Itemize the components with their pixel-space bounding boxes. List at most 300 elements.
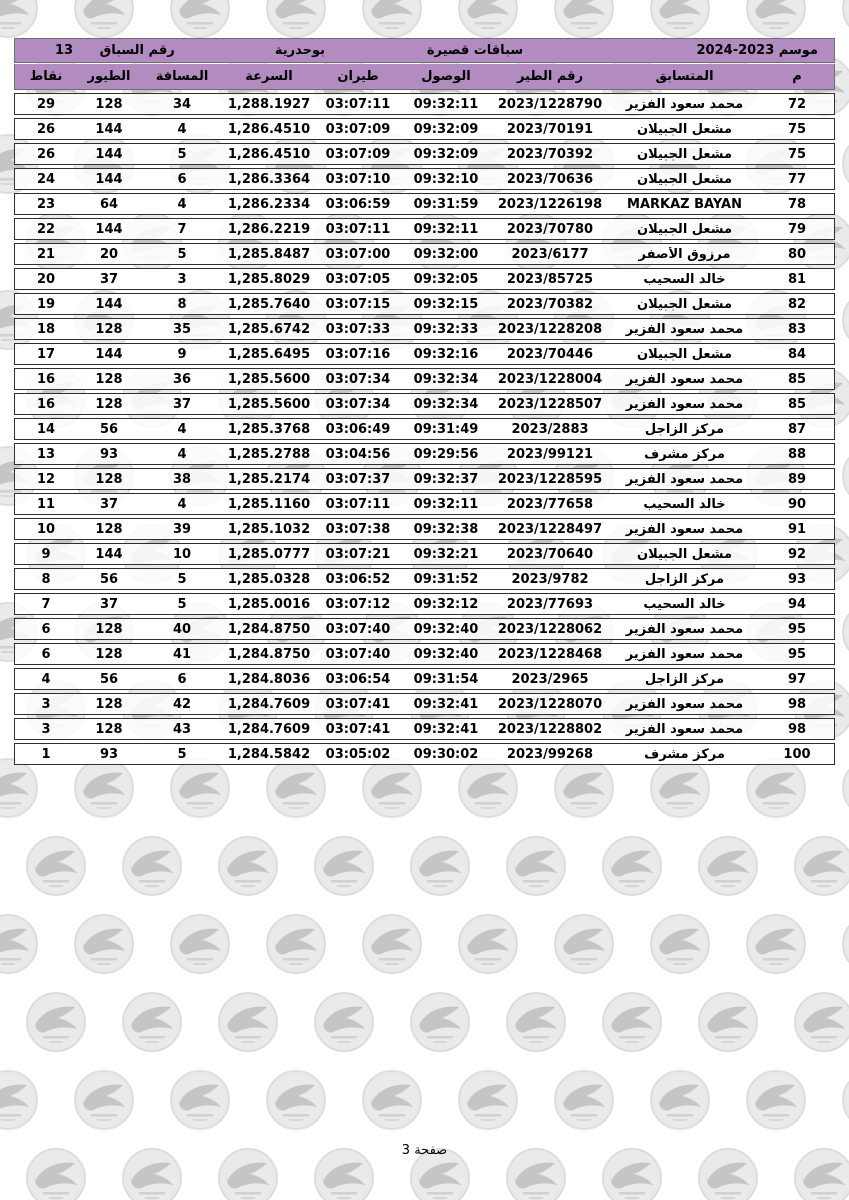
cell-name: مرزوق الأصفر — [638, 246, 731, 262]
cell-points: 26 — [36, 121, 56, 137]
club-logo-watermark-icon — [554, 1070, 614, 1130]
cell-points: 9 — [41, 546, 51, 562]
cell-speed: 1,285.8029 — [227, 271, 311, 287]
club-logo-watermark-icon — [74, 758, 134, 818]
cell-points: 17 — [36, 346, 56, 362]
cell-birds: 128 — [95, 621, 123, 637]
cell-birds: 144 — [95, 146, 123, 162]
table-row — [14, 743, 835, 765]
cell-name: محمد سعود الفزير — [625, 471, 744, 487]
cell-name: محمد سعود الفزير — [625, 621, 744, 637]
cell-distance: 5 — [177, 746, 187, 762]
cell-rank: 89 — [787, 471, 807, 487]
table-row — [14, 268, 835, 290]
cell-birds: 144 — [95, 296, 123, 312]
cell-name: محمد سعود الفزير — [625, 521, 744, 537]
club-logo-watermark-icon — [170, 758, 230, 818]
col-header-speed: السرعة — [245, 69, 293, 84]
cell-flight: 03:04:56 — [325, 446, 391, 462]
cell-birds: 128 — [95, 521, 123, 537]
col-header-arrival: الوصول — [421, 69, 471, 84]
cell-points: 23 — [36, 196, 56, 212]
cell-name: مشعل الجبيلان — [636, 221, 733, 237]
cell-rank: 94 — [787, 596, 807, 612]
cell-arrival: 09:32:05 — [413, 271, 479, 287]
cell-arrival: 09:32:37 — [413, 471, 479, 487]
cell-birds: 128 — [95, 96, 123, 112]
cell-speed: 1,285.2788 — [227, 446, 311, 462]
cell-name: مركز الزاجل — [644, 671, 725, 687]
col-header-flight: طيران — [337, 69, 379, 84]
cell-bird-no: 2023/1228004 — [497, 371, 603, 387]
cell-speed: 1,284.7609 — [227, 721, 311, 737]
race-type: سباقات قصيرة — [426, 43, 524, 58]
cell-points: 1 — [41, 746, 51, 762]
table-row — [14, 543, 835, 565]
cell-birds: 20 — [99, 246, 119, 262]
cell-flight: 03:07:33 — [325, 321, 391, 337]
cell-rank: 100 — [783, 746, 811, 762]
cell-name: محمد سعود الفزير — [625, 96, 744, 112]
club-logo-watermark-icon — [314, 836, 374, 896]
cell-points: 12 — [36, 471, 56, 487]
cell-arrival: 09:30:02 — [413, 746, 479, 762]
cell-flight: 03:06:54 — [325, 671, 391, 687]
cell-speed: 1,285.8487 — [227, 246, 311, 262]
cell-birds: 37 — [99, 496, 119, 512]
cell-name: مشعل الجبيلان — [636, 546, 733, 562]
cell-name: محمد سعود الفزير — [625, 696, 744, 712]
cell-bird-no: 2023/1228790 — [497, 96, 603, 112]
cell-rank: 88 — [787, 446, 807, 462]
cell-flight: 03:07:37 — [325, 471, 391, 487]
cell-speed: 1,285.1032 — [227, 521, 311, 537]
cell-speed: 1,285.2174 — [227, 471, 311, 487]
cell-bird-no: 2023/70446 — [506, 346, 594, 362]
cell-points: 16 — [36, 371, 56, 387]
cell-arrival: 09:32:16 — [413, 346, 479, 362]
race-number-label: رقم السباق — [99, 43, 175, 58]
cell-rank: 90 — [787, 496, 807, 512]
cell-birds: 56 — [99, 421, 119, 437]
club-logo-watermark-icon — [650, 1070, 710, 1130]
club-logo-watermark-icon — [650, 758, 710, 818]
cell-arrival: 09:32:11 — [413, 96, 479, 112]
col-header-points: نقاط — [29, 69, 63, 84]
table-row — [14, 643, 835, 665]
club-logo-watermark-icon — [314, 992, 374, 1052]
table-row — [14, 118, 835, 140]
club-logo-watermark-icon — [842, 602, 849, 662]
cell-birds: 128 — [95, 321, 123, 337]
cell-distance: 5 — [177, 246, 187, 262]
cell-rank: 79 — [787, 221, 807, 237]
cell-points: 10 — [36, 521, 56, 537]
club-logo-watermark-icon — [74, 914, 134, 974]
cell-distance: 43 — [172, 721, 192, 737]
cell-points: 22 — [36, 221, 56, 237]
table-row — [14, 393, 835, 415]
club-logo-watermark-icon — [842, 290, 849, 350]
cell-arrival: 09:32:11 — [413, 221, 479, 237]
cell-flight: 03:07:41 — [325, 721, 391, 737]
cell-speed: 1,285.6495 — [227, 346, 311, 362]
club-logo-watermark-icon — [362, 758, 422, 818]
cell-speed: 1,285.0016 — [227, 596, 311, 612]
cell-speed: 1,285.6742 — [227, 321, 311, 337]
club-logo-watermark-icon — [698, 992, 758, 1052]
cell-name: مشعل الجبيلان — [636, 146, 733, 162]
table-row — [14, 368, 835, 390]
cell-points: 7 — [41, 596, 51, 612]
club-logo-watermark-icon — [74, 1070, 134, 1130]
cell-bird-no: 2023/70392 — [506, 146, 594, 162]
cell-distance: 8 — [177, 296, 187, 312]
cell-distance: 40 — [172, 621, 192, 637]
cell-rank: 93 — [787, 571, 807, 587]
table-row — [14, 418, 835, 440]
cell-rank: 77 — [787, 171, 807, 187]
cell-flight: 03:07:21 — [325, 546, 391, 562]
cell-distance: 5 — [177, 146, 187, 162]
cell-points: 13 — [36, 446, 56, 462]
table-row — [14, 493, 835, 515]
cell-points: 29 — [36, 96, 56, 112]
club-logo-watermark-icon — [122, 836, 182, 896]
club-logo-watermark-icon — [26, 836, 86, 896]
cell-arrival: 09:32:09 — [413, 121, 479, 137]
cell-bird-no: 2023/1226198 — [497, 196, 603, 212]
club-logo-watermark-icon — [746, 758, 806, 818]
cell-name: مركز مشرف — [644, 446, 725, 462]
cell-bird-no: 2023/1228507 — [497, 396, 603, 412]
cell-flight: 03:07:12 — [325, 596, 391, 612]
club-logo-watermark-icon — [362, 1070, 422, 1130]
cell-birds: 64 — [99, 196, 119, 212]
cell-rank: 85 — [787, 396, 807, 412]
cell-points: 20 — [36, 271, 56, 287]
table-row — [14, 193, 835, 215]
cell-distance: 4 — [177, 496, 187, 512]
cell-arrival: 09:31:59 — [413, 196, 479, 212]
cell-bird-no: 2023/70382 — [506, 296, 594, 312]
cell-distance: 4 — [177, 121, 187, 137]
cell-arrival: 09:31:52 — [413, 571, 479, 587]
cell-flight: 03:07:34 — [325, 396, 391, 412]
cell-speed: 1,288.1927 — [227, 96, 311, 112]
club-logo-watermark-icon — [554, 914, 614, 974]
cell-speed: 1,285.1160 — [227, 496, 311, 512]
table-row — [14, 143, 835, 165]
cell-flight: 03:05:02 — [325, 746, 391, 762]
club-logo-watermark-icon — [746, 914, 806, 974]
club-logo-watermark-icon — [410, 992, 470, 1052]
cell-birds: 128 — [95, 696, 123, 712]
cell-bird-no: 2023/70640 — [506, 546, 594, 562]
cell-flight: 03:07:05 — [325, 271, 391, 287]
club-logo-watermark-icon — [266, 758, 326, 818]
cell-birds: 37 — [99, 596, 119, 612]
cell-distance: 41 — [172, 646, 192, 662]
table-row — [14, 343, 835, 365]
club-logo-watermark-icon — [602, 836, 662, 896]
col-header-rank: م — [792, 69, 802, 84]
cell-bird-no: 2023/70191 — [506, 121, 594, 137]
cell-distance: 35 — [172, 321, 192, 337]
cell-speed: 1,286.4510 — [227, 121, 311, 137]
cell-flight: 03:07:11 — [325, 96, 391, 112]
cell-speed: 1,284.8750 — [227, 621, 311, 637]
cell-rank: 82 — [787, 296, 807, 312]
club-logo-watermark-icon — [170, 1070, 230, 1130]
cell-speed: 1,284.8036 — [227, 671, 311, 687]
cell-rank: 80 — [787, 246, 807, 262]
cell-distance: 38 — [172, 471, 192, 487]
table-row — [14, 693, 835, 715]
cell-rank: 84 — [787, 346, 807, 362]
table-row — [14, 668, 835, 690]
cell-name: محمد سعود الفزير — [625, 721, 744, 737]
cell-birds: 93 — [99, 746, 119, 762]
cell-name: محمد سعود الفزير — [625, 371, 744, 387]
cell-name: خالد السحيب — [643, 496, 726, 512]
table-row — [14, 168, 835, 190]
table-row — [14, 718, 835, 740]
cell-points: 8 — [41, 571, 51, 587]
cell-arrival: 09:32:40 — [413, 646, 479, 662]
cell-flight: 03:07:10 — [325, 171, 391, 187]
cell-flight: 03:07:11 — [325, 221, 391, 237]
cell-bird-no: 2023/6177 — [511, 246, 589, 262]
club-logo-watermark-icon — [650, 914, 710, 974]
cell-name: مشعل الجبيلان — [636, 121, 733, 137]
club-logo-watermark-icon — [746, 0, 806, 38]
club-logo-watermark-icon — [554, 758, 614, 818]
cell-rank: 75 — [787, 121, 807, 137]
club-logo-watermark-icon — [0, 0, 38, 38]
cell-speed: 1,286.4510 — [227, 146, 311, 162]
table-row — [14, 468, 835, 490]
cell-flight: 03:07:40 — [325, 621, 391, 637]
cell-points: 3 — [41, 721, 51, 737]
table-row — [14, 218, 835, 240]
club-logo-watermark-icon — [218, 836, 278, 896]
race-location: بوحدرية — [274, 43, 326, 58]
club-logo-watermark-icon — [602, 992, 662, 1052]
cell-birds: 37 — [99, 271, 119, 287]
table-header-row — [14, 64, 835, 90]
cell-points: 16 — [36, 396, 56, 412]
cell-bird-no: 2023/70636 — [506, 171, 594, 187]
cell-name: محمد سعود الفزير — [625, 321, 744, 337]
cell-distance: 36 — [172, 371, 192, 387]
table-row — [14, 243, 835, 265]
cell-flight: 03:07:15 — [325, 296, 391, 312]
cell-arrival: 09:32:33 — [413, 321, 479, 337]
cell-rank: 97 — [787, 671, 807, 687]
cell-bird-no: 2023/77658 — [506, 496, 594, 512]
cell-speed: 1,285.0777 — [227, 546, 311, 562]
cell-birds: 128 — [95, 371, 123, 387]
cell-arrival: 09:32:38 — [413, 521, 479, 537]
cell-distance: 10 — [172, 546, 192, 562]
cell-points: 6 — [41, 621, 51, 637]
cell-arrival: 09:32:34 — [413, 371, 479, 387]
cell-arrival: 09:32:00 — [413, 246, 479, 262]
cell-flight: 03:07:00 — [325, 246, 391, 262]
cell-bird-no: 2023/1228070 — [497, 696, 603, 712]
cell-flight: 03:07:34 — [325, 371, 391, 387]
cell-speed: 1,285.7640 — [227, 296, 311, 312]
club-logo-watermark-icon — [458, 1070, 518, 1130]
cell-name: MARKAZ BAYAN — [627, 196, 742, 212]
club-logo-watermark-icon — [0, 1070, 38, 1130]
cell-distance: 42 — [172, 696, 192, 712]
cell-flight: 03:06:59 — [325, 196, 391, 212]
cell-distance: 39 — [172, 521, 192, 537]
club-logo-watermark-icon — [0, 914, 38, 974]
cell-name: محمد سعود الفزير — [625, 396, 744, 412]
cell-bird-no: 2023/77693 — [506, 596, 594, 612]
cell-distance: 3 — [177, 271, 187, 287]
page-footer — [14, 1143, 835, 1158]
cell-arrival: 09:32:12 — [413, 596, 479, 612]
cell-rank: 83 — [787, 321, 807, 337]
cell-birds: 144 — [95, 346, 123, 362]
cell-distance: 6 — [177, 671, 187, 687]
cell-name: محمد سعود الفزير — [625, 646, 744, 662]
cell-bird-no: 2023/1228595 — [497, 471, 603, 487]
cell-points: 4 — [41, 671, 51, 687]
cell-arrival: 09:32:11 — [413, 496, 479, 512]
club-logo-watermark-icon — [266, 0, 326, 38]
cell-points: 26 — [36, 146, 56, 162]
club-logo-watermark-icon — [266, 1070, 326, 1130]
club-logo-watermark-icon — [650, 0, 710, 38]
cell-arrival: 09:31:54 — [413, 671, 479, 687]
cell-points: 6 — [41, 646, 51, 662]
cell-points: 24 — [36, 171, 56, 187]
table-row — [14, 568, 835, 590]
cell-rank: 98 — [787, 721, 807, 737]
club-logo-watermark-icon — [842, 1070, 849, 1130]
cell-points: 11 — [36, 496, 56, 512]
club-logo-watermark-icon — [122, 992, 182, 1052]
col-header-name: المتسابق — [655, 69, 714, 84]
cell-points: 18 — [36, 321, 56, 337]
cell-rank: 95 — [787, 646, 807, 662]
cell-bird-no: 2023/2883 — [511, 421, 589, 437]
cell-arrival: 09:32:10 — [413, 171, 479, 187]
table-row — [14, 593, 835, 615]
cell-name: مركز الزاجل — [644, 571, 725, 587]
cell-distance: 4 — [177, 421, 187, 437]
cell-rank: 81 — [787, 271, 807, 287]
club-logo-watermark-icon — [0, 758, 38, 818]
table-row — [14, 318, 835, 340]
club-logo-watermark-icon — [794, 992, 849, 1052]
cell-arrival: 09:32:34 — [413, 396, 479, 412]
cell-bird-no: 2023/9782 — [511, 571, 589, 587]
cell-arrival: 09:29:56 — [413, 446, 479, 462]
cell-distance: 6 — [177, 171, 187, 187]
club-logo-watermark-icon — [458, 758, 518, 818]
report-page — [14, 38, 835, 1158]
table-body — [14, 93, 835, 765]
cell-distance: 7 — [177, 221, 187, 237]
cell-bird-no: 2023/1228062 — [497, 621, 603, 637]
club-logo-watermark-icon — [170, 0, 230, 38]
cell-flight: 03:06:52 — [325, 571, 391, 587]
cell-rank: 72 — [787, 96, 807, 112]
cell-arrival: 09:32:09 — [413, 146, 479, 162]
cell-arrival: 09:31:49 — [413, 421, 479, 437]
cell-name: مشعل الجبيلان — [636, 296, 733, 312]
cell-rank: 78 — [787, 196, 807, 212]
table-row — [14, 293, 835, 315]
cell-bird-no: 2023/2965 — [511, 671, 589, 687]
club-logo-watermark-icon — [266, 914, 326, 974]
cell-distance: 4 — [177, 446, 187, 462]
cell-rank: 95 — [787, 621, 807, 637]
page-number: صفحة 3 — [401, 1143, 448, 1158]
cell-bird-no: 2023/99268 — [506, 746, 594, 762]
club-logo-watermark-icon — [554, 0, 614, 38]
cell-flight: 03:07:40 — [325, 646, 391, 662]
cell-name: مركز الزاجل — [644, 421, 725, 437]
club-logo-watermark-icon — [746, 1070, 806, 1130]
cell-speed: 1,285.5600 — [227, 396, 311, 412]
cell-speed: 1,285.5600 — [227, 371, 311, 387]
club-logo-watermark-icon — [842, 758, 849, 818]
cell-birds: 144 — [95, 546, 123, 562]
cell-flight: 03:07:38 — [325, 521, 391, 537]
cell-speed: 1,285.3768 — [227, 421, 311, 437]
cell-flight: 03:07:09 — [325, 146, 391, 162]
cell-bird-no: 2023/1228802 — [497, 721, 603, 737]
cell-birds: 128 — [95, 721, 123, 737]
cell-flight: 03:07:11 — [325, 496, 391, 512]
cell-bird-no: 2023/1228468 — [497, 646, 603, 662]
cell-bird-no: 2023/1228208 — [497, 321, 603, 337]
cell-points: 19 — [36, 296, 56, 312]
cell-rank: 75 — [787, 146, 807, 162]
club-logo-watermark-icon — [842, 914, 849, 974]
cell-name: مشعل الجبيلان — [636, 346, 733, 362]
cell-name: خالد السحيب — [643, 271, 726, 287]
cell-speed: 1,286.2219 — [227, 221, 311, 237]
cell-points: 14 — [36, 421, 56, 437]
club-logo-watermark-icon — [698, 836, 758, 896]
cell-speed: 1,284.7609 — [227, 696, 311, 712]
cell-rank: 98 — [787, 696, 807, 712]
cell-points: 21 — [36, 246, 56, 262]
club-logo-watermark-icon — [506, 992, 566, 1052]
club-logo-watermark-icon — [26, 992, 86, 1052]
cell-flight: 03:07:16 — [325, 346, 391, 362]
table-row — [14, 518, 835, 540]
cell-bird-no: 2023/99121 — [506, 446, 594, 462]
cell-speed: 1,286.2334 — [227, 196, 311, 212]
cell-birds: 56 — [99, 671, 119, 687]
cell-distance: 34 — [172, 96, 192, 112]
cell-name: خالد السحيب — [643, 596, 726, 612]
cell-speed: 1,284.5842 — [227, 746, 311, 762]
cell-birds: 128 — [95, 471, 123, 487]
cell-bird-no: 2023/1228497 — [497, 521, 603, 537]
cell-rank: 92 — [787, 546, 807, 562]
table-row — [14, 618, 835, 640]
